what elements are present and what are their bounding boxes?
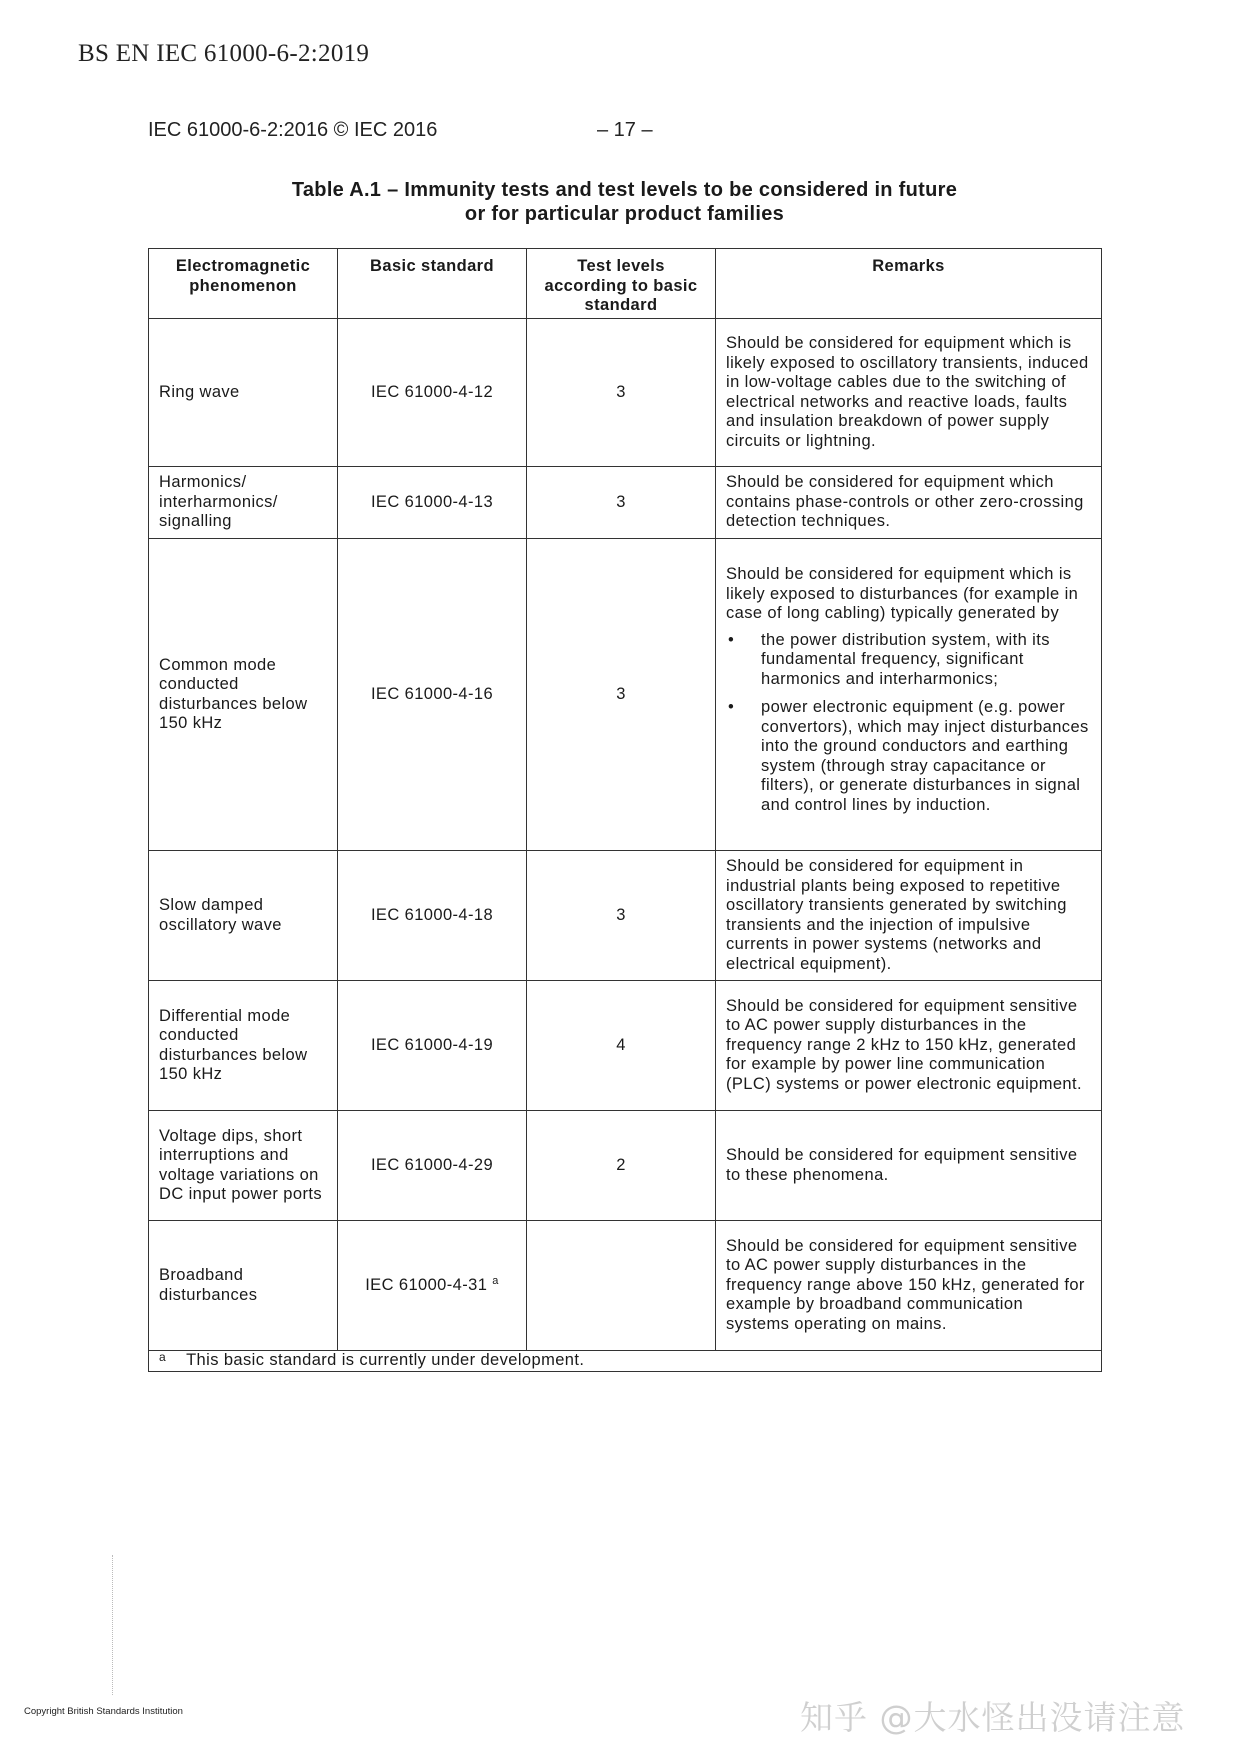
table-row bbox=[149, 981, 1102, 1111]
table-row bbox=[149, 851, 1102, 981]
standard-cell bbox=[338, 1221, 527, 1351]
table-title-line2: or for particular product families bbox=[464, 203, 785, 225]
level-cell: 3 bbox=[527, 539, 716, 851]
copyright-notice: Copyright British Standards Institution bbox=[24, 1706, 183, 1717]
phenomenon-cell: Broadband disturbances bbox=[149, 1221, 338, 1351]
footnote-mark: a bbox=[159, 1350, 167, 1365]
table-header-row bbox=[149, 249, 1102, 319]
remarks-cell: Should be considered for equipment which is likely exposed to oscillatory transients, induced in low-voltage cables due to the switching of electrical networks and reactive loads, faults and insulation breakdown of power supply circuits or lightning. bbox=[716, 319, 1102, 467]
bs-document-title: BS EN IEC 61000-6-2:2019 bbox=[78, 40, 370, 67]
standard-cell: IEC 61000-4-18 bbox=[338, 851, 527, 981]
remarks-bullet-list bbox=[726, 631, 1091, 816]
remarks-cell: Should be considered for equipment sensitive to these phenomena. bbox=[716, 1111, 1102, 1221]
standard-cell: IEC 61000-4-13 bbox=[338, 467, 527, 539]
bullet-text: power electronic equipment (e.g. power convertors), which may inject disturbances into the ground conductors and earthing system (through stray capacitance or filters), or generate disturbances in signal and control lines by induction. bbox=[761, 698, 1089, 814]
footnote-reference: a bbox=[492, 1274, 499, 1287]
bullet-icon: • bbox=[728, 698, 735, 716]
bullet-text: the power distribution system, with its fundamental frequency, significant harmonics and interharmonics; bbox=[761, 630, 1050, 688]
level-cell: 3 bbox=[527, 467, 716, 539]
immunity-table bbox=[148, 248, 1102, 1372]
phenomenon-cell: Common mode conducted disturbances below 150 kHz bbox=[149, 539, 338, 851]
column-header-remarks: Remarks bbox=[716, 249, 1102, 319]
level-cell: 3 bbox=[527, 851, 716, 981]
footnote-row bbox=[149, 1351, 1102, 1372]
phenomenon-cell: Ring wave bbox=[149, 319, 338, 467]
remarks-cell bbox=[716, 539, 1102, 851]
table-row bbox=[149, 1111, 1102, 1221]
standard-cell: IEC 61000-4-29 bbox=[338, 1111, 527, 1221]
table-row bbox=[149, 1221, 1102, 1351]
bullet-icon: • bbox=[728, 630, 735, 649]
remarks-cell: Should be considered for equipment which contains phase-controls or other zero-crossing detection techniques. bbox=[716, 467, 1102, 539]
standard-cell: IEC 61000-4-12 bbox=[338, 319, 527, 467]
phenomenon-cell: Harmonics/ interharmonics/ signalling bbox=[149, 467, 338, 539]
column-header-basic-standard: Basic standard bbox=[338, 249, 527, 319]
standard-text: IEC 61000-4-31 bbox=[365, 1275, 488, 1294]
table-title bbox=[148, 178, 1101, 226]
watermark: 知乎 @大水怪出没请注意 bbox=[800, 1698, 1186, 1737]
remarks-intro: Should be considered for equipment which is likely exposed to disturbances (for example in case of long cabling) typically generated by bbox=[726, 565, 1079, 622]
phenomenon-cell: Slow damped oscillatory wave bbox=[149, 851, 338, 981]
footnote-text: This basic standard is currently under development. bbox=[186, 1351, 585, 1370]
column-header-phenomenon: Electromagnetic phenomenon bbox=[149, 249, 338, 319]
standard-cell: IEC 61000-4-16 bbox=[338, 539, 527, 851]
footnote-cell bbox=[149, 1351, 1102, 1372]
remarks-cell: Should be considered for equipment in industrial plants being exposed to repetitive oscillatory transients generated by switching transients and the injection of impulsive currents in power systems (networks and electrical equipment). bbox=[716, 851, 1102, 981]
phenomenon-cell: Differential mode conducted disturbances below 150 kHz bbox=[149, 981, 338, 1111]
bullet-item bbox=[726, 631, 1091, 690]
remarks-cell: Should be considered for equipment sensitive to AC power supply disturbances in the frequency range above 150 kHz, generated for example by broadband communication systems operating on mains. bbox=[716, 1221, 1102, 1351]
level-cell bbox=[527, 1221, 716, 1351]
phenomenon-cell: Voltage dips, short interruptions and voltage variations on DC input power ports bbox=[149, 1111, 338, 1221]
page-number: – 17 – bbox=[597, 119, 653, 141]
table-row bbox=[149, 539, 1102, 851]
level-cell: 2 bbox=[527, 1111, 716, 1221]
table-row bbox=[149, 319, 1102, 467]
level-cell: 4 bbox=[527, 981, 716, 1111]
table-title-line1: Table A.1 – Immunity tests and test levels to be considered in future bbox=[291, 179, 958, 201]
remarks-cell: Should be considered for equipment sensitive to AC power supply disturbances in the frequency range 2 kHz to 150 kHz, generated for example by power line communication (PLC) systems or power electronic equipment. bbox=[716, 981, 1102, 1111]
column-header-test-levels: Test levels according to basic standard bbox=[527, 249, 716, 319]
level-cell: 3 bbox=[527, 319, 716, 467]
standard-cell: IEC 61000-4-19 bbox=[338, 981, 527, 1111]
bullet-item bbox=[726, 698, 1091, 815]
margin-dotted-line bbox=[112, 1555, 116, 1695]
table-row bbox=[149, 467, 1102, 539]
iec-reference: IEC 61000-6-2:2016 © IEC 2016 bbox=[148, 119, 438, 141]
